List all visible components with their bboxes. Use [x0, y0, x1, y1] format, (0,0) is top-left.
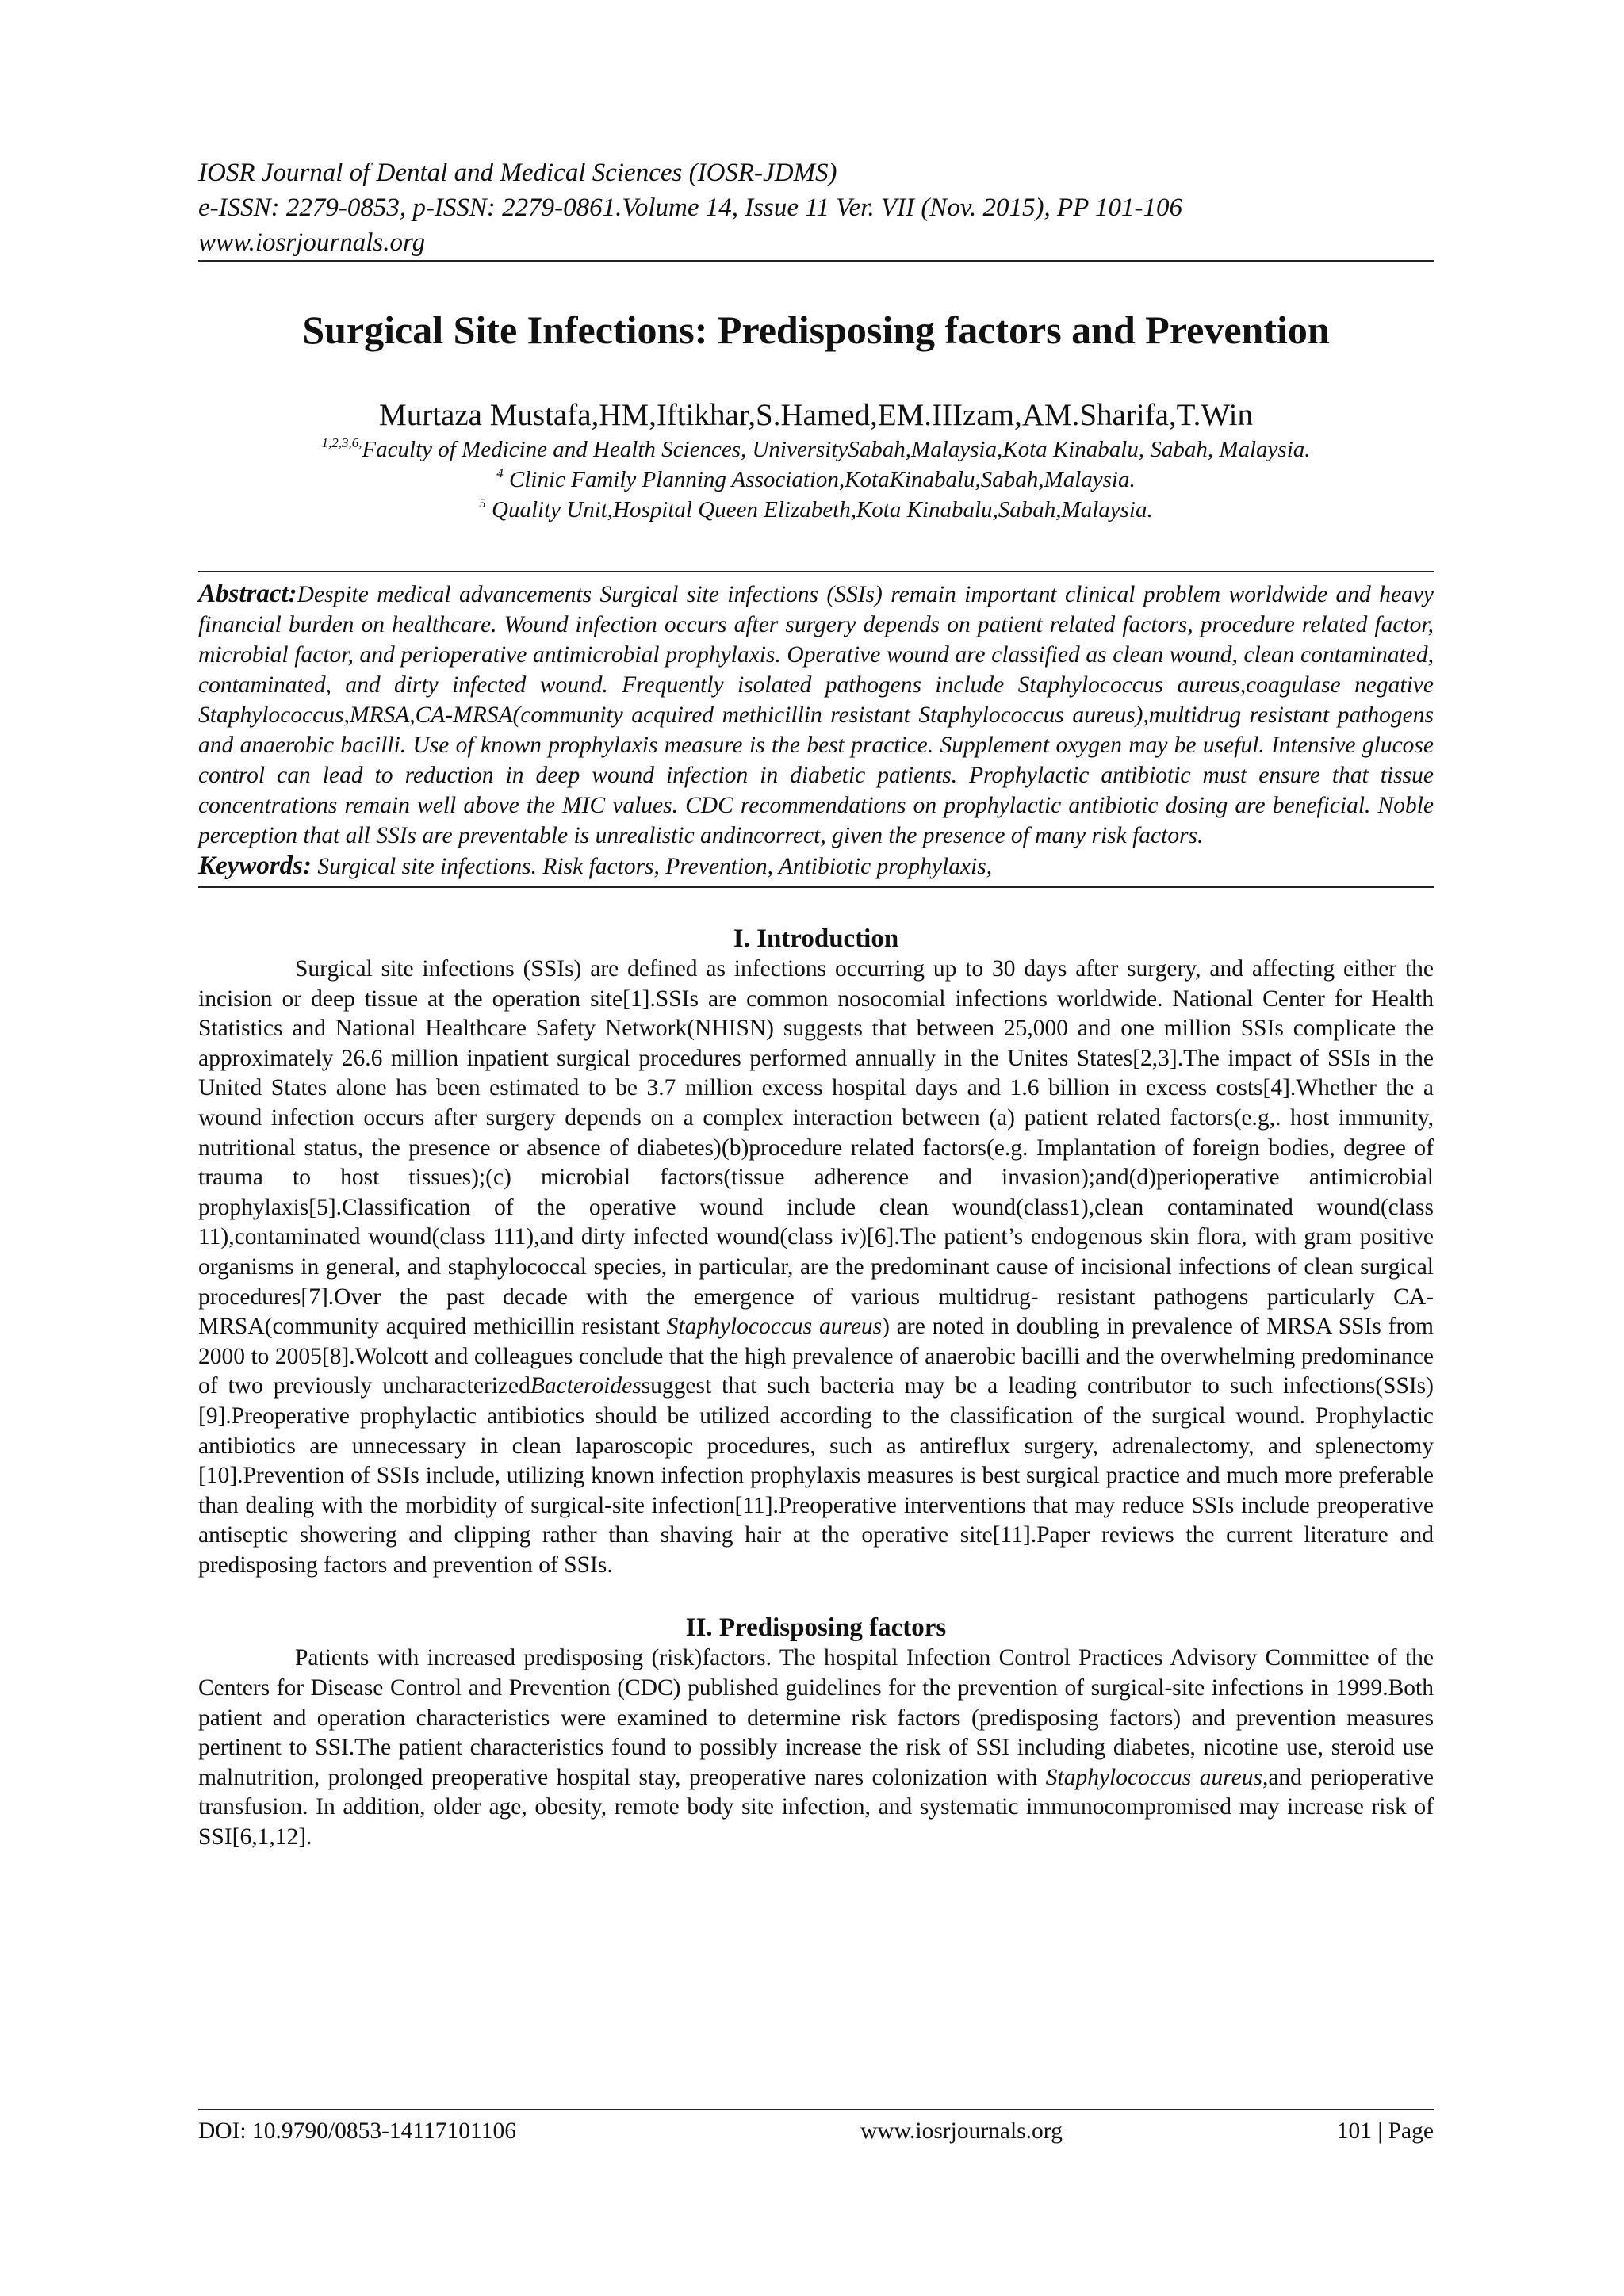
footer-page-number: 101 | Page	[1336, 2118, 1434, 2144]
abstract-text: Despite medical advancements Surgical site infections (SSIs) remain important clinical problem worldwide and heavy financial burden on healthcare. Wound infection occurs after surgery depends on patient related factors, procedure related factor, microbial factor, and perioperative antimicrobial prophylaxis. Operative wound are classified as clean wound, clean contaminated, contaminated, and dirty infected wound. Frequently isolated pathogens include Staphylococcus aureus,coagulase negative Staphylococcus,MRSA,CA-MRSA(community acquired methicillin resistant Staphylococcus aureus),multidrug resistant pathogens and anaerobic bacilli. Use of known prophylaxis measure is the best practice. Supplement oxygen may be useful. Intensive glucose control can lead to reduction in deep wound infection in diabetic patients. Prophylactic antibiotic must ensure that tissue concentrations remain well above the MIC values. CDC recommendations on prophylactic antibiotic dosing are beneficial. Noble perception that all SSIs are preventable is unrealistic andincorrect, given the presence of many risk factors.	[198, 582, 1434, 848]
page-footer	[198, 2109, 1434, 2150]
affiliation: $^4$ Clinic Family Planning Association,KotaKinabalu,Sabah,Malaysia.	[496, 465, 1136, 492]
abstract-bottom-rule	[198, 886, 1434, 888]
keywords	[198, 851, 1434, 882]
footer-row	[198, 2118, 1434, 2150]
abstract-top-rule	[198, 571, 1434, 572]
affiliations	[198, 434, 1434, 525]
section-heading: I. Introduction	[733, 924, 899, 953]
journal-website: www.iosrjournals.org	[198, 228, 426, 257]
abstract-block	[198, 571, 1434, 888]
authors: Murtaza Mustafa,HM,Iftikhar,S.Hamed,EM.IIIzam,AM.Sharifa,T.Win	[379, 398, 1253, 432]
journal-name: IOSR Journal of Dental and Medical Sciences (IOSR-JDMS)	[198, 159, 837, 187]
footer-rule	[198, 2109, 1434, 2110]
journal-header	[198, 155, 1434, 260]
affiliation: $^{1,2,3,6,}$Faculty of Medicine and Health Sciences, UniversitySabah,Malaysia,Kota Kinabalu, Sabah, Malaysia.	[321, 435, 1311, 462]
predisposing-paragraph: Patients with increased predisposing (risk)factors. The hospital Infection Control Practices Advisory Committee of the Centers for Disease Control and Prevention (CDC) published guidelines for the prevention of surgical-site infections in 1999.Both patient and operation characteristics were examined to determine risk factors (predisposing factors) and prevention measures pertinent to SSI.The patient characteristics found to possibly increase the risk of SSI including diabetes, nicotine use, steroid use malnutrition, prolonged preoperative hospital stay, preoperative nares colonization with Staphylococcus aureus,and perioperative transfusion. In addition, older age, obesity, remote body site infection, and systematic immunocompromised may increase risk of SSI[6,1,12].	[198, 1645, 1434, 1850]
abstract	[198, 579, 1434, 851]
journal-issn: e-ISSN: 2279-0853, p-ISSN: 2279-0861.Volume 14, Issue 11 Ver. VII (Nov. 2015), PP 101-106	[198, 193, 1182, 222]
paper-title: Surgical Site Infections: Predisposing factors and Prevention	[302, 308, 1330, 352]
affiliation: $^5$ Quality Unit,Hospital Queen Elizabeth,Kota Kinabalu,Sabah,Malaysia.	[479, 496, 1153, 522]
footer-doi: DOI: 10.9790/0853-14117101106	[198, 2118, 516, 2144]
keywords-text: Surgical site infections. Risk factors, Prevention, Antibiotic prophylaxis,	[312, 854, 993, 879]
footer-website: www.iosrjournals.org	[860, 2118, 1063, 2144]
introduction-paragraph: Surgical site infections (SSIs) are defined as infections occurring up to 30 days after surgery, and affecting either the incision or deep tissue at the operation site[1].SSIs are common nosocomial infections worldwide. National Center for Health Statistics and National Healthcare Safety Network(NHISN) suggests that between 25,000 and one million SSIs complicate the approximately 26.6 million inpatient surgical procedures performed annually in the Unites States[2,3].The impact of SSIs in the United States alone has been estimated to be 3.7 million excess hospital days and 1.6 billion in excess costs[4].Whether the a wound infection occurs after surgery depends on a complex interaction between (a) patient related factors(e.g,. host immunity, nutritional status, the presence or absence of diabetes)(b)procedure related factors(e.g. Implantation of foreign bodies, degree of trauma to host tissues);(c) microbial factors(tissue adherence and invasion);and(d)perioperative antimicrobial prophylaxis[5].Classification of the operative wound include clean wound(class1),clean contaminated wound(class 11),contaminated wound(class 111),and dirty infected wound(class iv)[6].The patient’s endogenous skin flora, with gram positive organisms in general, and staphylococcal species, in particular, are the predominant cause of incisional infections of clean surgical procedures[7].Over the past decade with the emergence of various multidrug- resistant pathogens particularly CA-MRSA(community acquired methicillin resistant Staphylococcus aureus) are noted in doubling in prevalence of MRSA SSIs from 2000 to 2005[8].Wolcott and colleagues conclude that the high prevalence of anaerobic bacilli and the overwhelming predominance of two previously uncharacterizedBacteroidessuggest that such bacteria may be a leading contributor to such infections(SSIs)[9].Preoperative prophylactic antibiotics should be utilized according to the classification of the surgical wound. Prophylactic antibiotics are unnecessary in clean laparoscopic procedures, such as antireflux surgery, adrenalectomy, and splenectomy [10].Prevention of SSIs include, utilizing known infection prophylaxis measures is best surgical practice and much more preferable than dealing with the morbidity of surgical-site infection[11].Preoperative interventions that may reduce SSIs include preoperative antiseptic showering and clipping rather than shaving hair at the operative site[11].Paper reviews the current literature and predisposing factors and prevention of SSIs.	[198, 956, 1434, 1578]
abstract-label: Abstract:	[198, 580, 297, 608]
keywords-label: Keywords:	[198, 851, 312, 880]
paper-page	[198, 155, 1434, 1853]
header-rule	[198, 260, 1434, 262]
section-heading: II. Predisposing factors	[685, 1613, 947, 1643]
